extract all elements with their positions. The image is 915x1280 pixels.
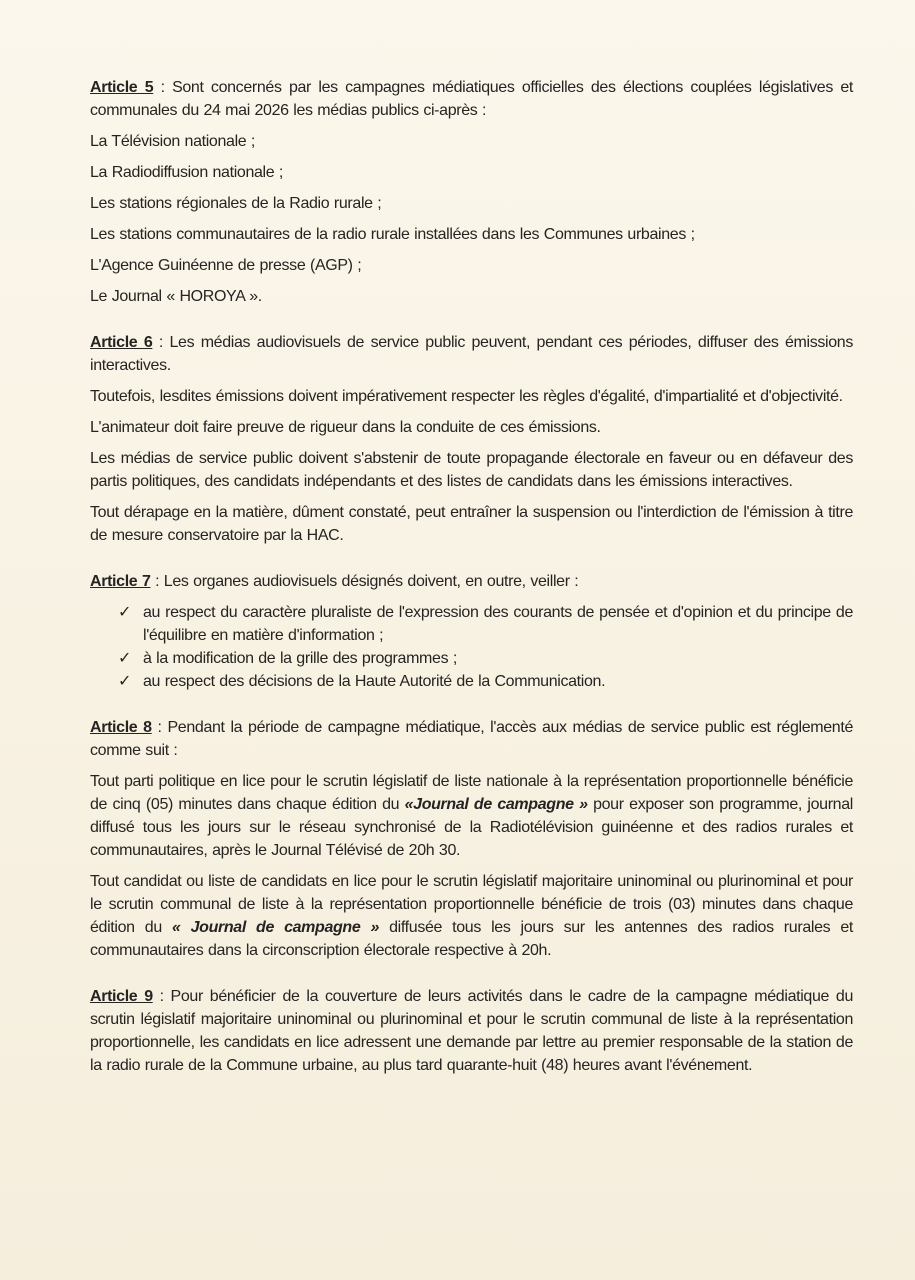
checkmark-icon: ✓ [118, 673, 132, 690]
article-7-intro: Article 7 : Les organes audiovisuels désignés doivent, en outre, veiller : [90, 573, 579, 590]
paragraph: Tout parti politique en lice pour le scrutin législatif de liste nationale à la représentation proportionnelle bénéficie de cinq (05) minutes dans chaque édition du «Journal de campagne » pour exposer son programme, journal diffusé tous les jours sur le réseau synchronisé de la Radiotélévision guinéenne et des radios rurales et communautaires, après le Journal Télévisé de 20h 30. [90, 773, 853, 859]
article-6 [90, 331, 853, 547]
article-label: Article 6 [90, 334, 153, 351]
article-label: Article 7 [90, 573, 151, 590]
checklist-item: ✓ au respect des décisions de la Haute Autorité de la Communication. [90, 670, 853, 693]
article-5-intro: Article 5 : Sont concernés par les campagnes médiatiques officielles des élections couplées législatives et communales du 24 mai 2026 les médias publics ci-après : [90, 79, 853, 119]
article-9 [90, 985, 853, 1077]
media-list-item: La Télévision nationale ; [90, 133, 256, 150]
paragraph: Toutefois, lesdites émissions doivent impérativement respecter les règles d'égalité, d'impartialité et d'objectivité. [90, 388, 843, 405]
article-6-intro: Article 6 : Les médias audiovisuels de service public peuvent, pendant ces périodes, diffuser des émissions interactives. [90, 334, 853, 374]
article-5 [90, 76, 853, 308]
article-label: Article 8 [90, 719, 152, 736]
media-list-item: L'Agence Guinéenne de presse (AGP) ; [90, 257, 362, 274]
article-8 [90, 716, 853, 962]
checklist-item: ✓ à la modification de la grille des programmes ; [90, 647, 853, 670]
journal-title: « Journal de campagne » [171, 919, 380, 936]
journal-title: «Journal de campagne » [404, 796, 588, 813]
media-list-item: La Radiodiffusion nationale ; [90, 164, 283, 181]
article-label: Article 9 [90, 988, 153, 1005]
media-list-item: Le Journal « HOROYA ». [90, 288, 262, 305]
article-8-intro: Article 8 : Pendant la période de campagne médiatique, l'accès aux médias de service public est réglementé comme suit : [90, 719, 853, 759]
document-page [90, 76, 853, 1100]
paragraph: Les médias de service public doivent s'abstenir de toute propagande électorale en faveur ou en défaveur des partis politiques, des candidats indépendants et des listes de candidats dans les émissions interactives. [90, 450, 853, 490]
article-9-text: Article 9 : Pour bénéficier de la couverture de leurs activités dans le cadre de la campagne médiatique du scrutin législatif majoritaire uninominal ou plurinominal et pour le scrutin communal de liste à la représentation proportionnelle, les candidats en lice adressent une demande par lettre au premier responsable de la station de la radio rurale de la Commune urbaine, au plus tard quarante-huit (48) heures avant l'événement. [90, 988, 853, 1074]
article-7 [90, 570, 853, 693]
paragraph: Tout candidat ou liste de candidats en lice pour le scrutin législatif majoritaire uninominal ou plurinominal et pour le scrutin communal de liste à la représentation proportionnelle bénéficie de trois (03) minutes dans chaque édition du « Journal de campagne » diffusée tous les jours sur les antennes des radios rurales et communautaires dans la circonscription électorale respective à 20h. [90, 873, 853, 959]
checklist [90, 601, 853, 693]
paragraph: Tout dérapage en la matière, dûment constaté, peut entraîner la suspension ou l'interdiction de l'émission à titre de mesure conservatoire par la HAC. [90, 504, 853, 544]
checkmark-icon: ✓ [118, 650, 132, 667]
article-label: Article 5 [90, 79, 154, 96]
media-list-item: Les stations régionales de la Radio rurale ; [90, 195, 382, 212]
checklist-item: ✓ au respect du caractère pluraliste de l'expression des courants de pensée et d'opinion et du principe de l'équilibre en matière d'information ; [90, 601, 853, 647]
paragraph: L'animateur doit faire preuve de rigueur dans la conduite de ces émissions. [90, 419, 601, 436]
media-list-item: Les stations communautaires de la radio rurale installées dans les Communes urbaines ; [90, 226, 695, 243]
checkmark-icon: ✓ [118, 604, 132, 621]
